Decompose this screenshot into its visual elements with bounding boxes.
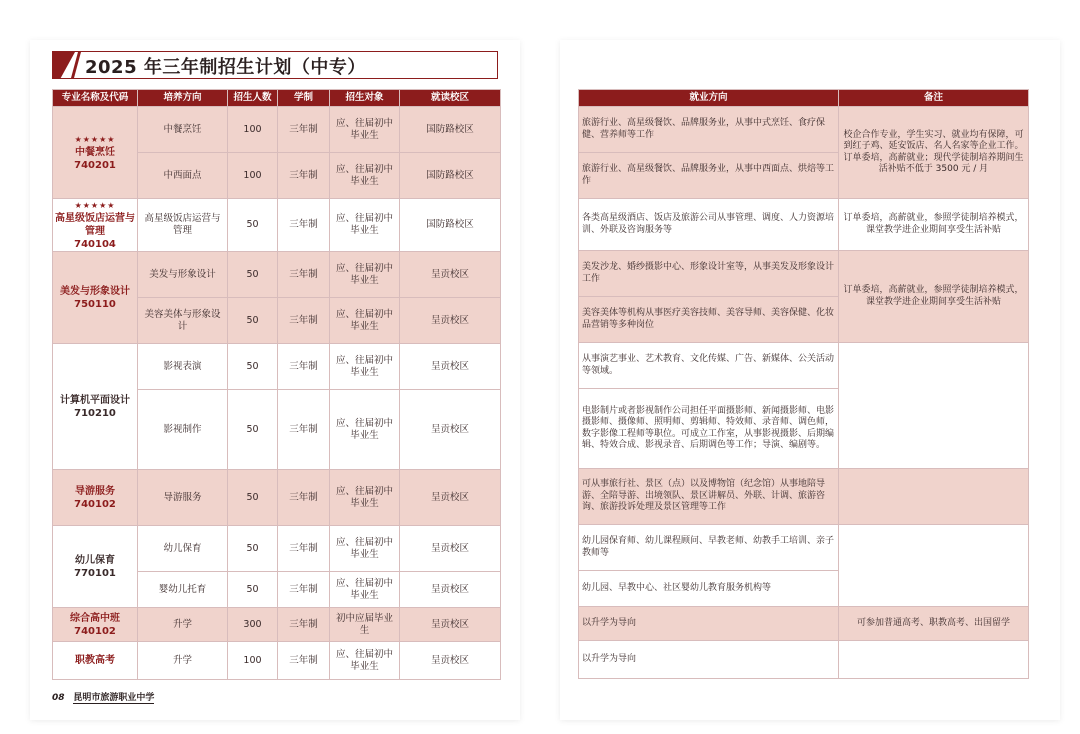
major-name: 幼儿保育 [75, 554, 115, 566]
page-title: 2025 年三年制招生计划（中专） [85, 57, 366, 78]
direction-cell: 影视制作 [138, 390, 228, 470]
employment-table [578, 89, 1029, 679]
target-cell: 应、往届初中毕业生 [330, 107, 400, 153]
table-row [579, 641, 1029, 679]
direction-cell: 美容美体与形象设计 [138, 298, 228, 344]
count-cell: 300 [228, 608, 278, 642]
note-cell: 订单委培，高薪就业，参照学徒制培养模式，课堂教学进企业期间享受生活补贴 [839, 199, 1029, 251]
years-cell: 三年制 [278, 298, 330, 344]
major-cell [53, 608, 138, 642]
campus-cell: 呈贡校区 [400, 470, 501, 526]
years-cell: 三年制 [278, 344, 330, 390]
major-code: 740201 [74, 160, 116, 171]
note-cell: 可参加普通高考、职教高考、出国留学 [839, 607, 1029, 641]
major-name: 美发与形象设计 [60, 285, 130, 297]
table-row [53, 642, 501, 680]
target-cell: 应、往届初中毕业生 [330, 153, 400, 199]
count-cell: 50 [228, 344, 278, 390]
campus-cell: 国防路校区 [400, 199, 501, 252]
campus-cell: 国防路校区 [400, 107, 501, 153]
major-name: 职教高考 [75, 655, 115, 666]
direction-cell: 高星级饭店运营与管理 [138, 199, 228, 252]
campus-cell: 呈贡校区 [400, 298, 501, 344]
header-target: 招生对象 [330, 90, 400, 107]
header-campus: 就读校区 [400, 90, 501, 107]
employment-cell: 美发沙龙、婚纱摄影中心、形象设计室等，从事美发及形象设计工作 [579, 251, 839, 297]
header-direction: 培养方向 [138, 90, 228, 107]
table-row [579, 343, 1029, 389]
direction-cell: 影视表演 [138, 344, 228, 390]
target-cell: 应、往届初中毕业生 [330, 526, 400, 572]
major-name: 计算机平面设计 [60, 394, 130, 406]
campus-cell: 呈贡校区 [400, 390, 501, 470]
count-cell: 50 [228, 199, 278, 252]
school-name: 昆明市旅游职业中学 [73, 693, 155, 703]
enrollment-plan-table [52, 89, 501, 680]
header-years: 学制 [278, 90, 330, 107]
target-cell: 应、往届初中毕业生 [330, 298, 400, 344]
major-code: 710210 [74, 407, 116, 419]
rating-stars-icon: ★★★★★ [74, 135, 116, 144]
employment-cell: 旅游行业、高星级餐饮、品牌服务业，从事中西面点、烘焙等工作 [579, 153, 839, 199]
direction-cell: 升学 [138, 608, 228, 642]
table-row [53, 470, 501, 526]
table-row [53, 526, 501, 572]
major-cell [53, 642, 138, 680]
employment-cell: 可从事旅行社、景区（点）以及博物馆（纪念馆）从事地陪导游、全陪导游、出境领队、景区讲解员、外联、计调、旅游咨询、旅游投诉处理及景区管理等工作 [579, 469, 839, 525]
years-cell: 三年制 [278, 608, 330, 642]
note-cell-empty [839, 343, 1029, 469]
major-name: 高星级饭店运营与管理 [55, 213, 135, 237]
years-cell: 三年制 [278, 153, 330, 199]
target-cell: 应、往届初中毕业生 [330, 572, 400, 608]
major-name: 导游服务 [75, 485, 115, 497]
direction-cell: 中餐烹饪 [138, 107, 228, 153]
major-cell [53, 344, 138, 470]
count-cell: 50 [228, 572, 278, 608]
major-name: 综合高中班 [70, 612, 120, 624]
target-cell: 应、往届初中毕业生 [330, 390, 400, 470]
note-cell-empty [839, 525, 1029, 607]
rating-stars-icon: ★★★★★ [74, 201, 116, 210]
major-cell [53, 470, 138, 526]
campus-cell: 呈贡校区 [400, 252, 501, 298]
target-cell: 初中应届毕业生 [330, 608, 400, 642]
direction-cell: 导游服务 [138, 470, 228, 526]
table-row [579, 607, 1029, 641]
header-count: 招生人数 [228, 90, 278, 107]
campus-cell: 国防路校区 [400, 153, 501, 199]
note-cell: 订单委培，高薪就业，参照学徒制培养模式，课堂教学进企业期间享受生活补贴 [839, 251, 1029, 343]
right-header-row [579, 90, 1029, 107]
table-row [579, 525, 1029, 571]
employment-cell: 幼儿园保育师、幼儿课程顾问、早教老师、幼教手工培训、亲子教师等 [579, 525, 839, 571]
direction-cell: 婴幼儿托育 [138, 572, 228, 608]
table-row [579, 199, 1029, 251]
major-name: 中餐烹饪 [75, 147, 115, 158]
major-code: 740102 [74, 625, 116, 637]
target-cell: 应、往届初中毕业生 [330, 344, 400, 390]
years-cell: 三年制 [278, 470, 330, 526]
note-cell-empty [839, 641, 1029, 679]
header-notes: 备注 [839, 90, 1029, 107]
table-row [53, 344, 501, 390]
count-cell: 100 [228, 107, 278, 153]
direction-cell: 美发与形象设计 [138, 252, 228, 298]
page-footer [52, 690, 154, 703]
years-cell: 三年制 [278, 252, 330, 298]
employment-cell: 各类高星级酒店、饭店及旅游公司从事管理、调度、人力资源培训、外联及咨询服务等 [579, 199, 839, 251]
major-cell [53, 107, 138, 199]
count-cell: 50 [228, 470, 278, 526]
page-number: 08 [52, 693, 65, 703]
years-cell: 三年制 [278, 572, 330, 608]
campus-cell: 呈贡校区 [400, 572, 501, 608]
count-cell: 50 [228, 298, 278, 344]
years-cell: 三年制 [278, 642, 330, 680]
table-row [579, 251, 1029, 297]
target-cell: 应、往届初中毕业生 [330, 642, 400, 680]
table-row [579, 107, 1029, 153]
employment-cell: 从事演艺事业、艺术教育、文化传媒、广告、新媒体、公关活动等领域。 [579, 343, 839, 389]
direction-cell: 中西面点 [138, 153, 228, 199]
table-row [53, 608, 501, 642]
header-employment: 就业方向 [579, 90, 839, 107]
major-code: 750110 [74, 298, 116, 310]
count-cell: 50 [228, 252, 278, 298]
major-code: 740104 [74, 239, 116, 250]
campus-cell: 呈贡校区 [400, 344, 501, 390]
table-row [579, 469, 1029, 525]
campus-cell: 呈贡校区 [400, 608, 501, 642]
banner-stripe-decoration [53, 52, 75, 78]
years-cell: 三年制 [278, 107, 330, 153]
count-cell: 50 [228, 390, 278, 470]
employment-cell: 美容美体等机构从事医疗美容技师、美容导师、美容保健、化妆品营销等多种岗位 [579, 297, 839, 343]
employment-cell: 以升学为导向 [579, 607, 839, 641]
campus-cell: 呈贡校区 [400, 642, 501, 680]
count-cell: 100 [228, 153, 278, 199]
major-code: 740102 [74, 498, 116, 510]
years-cell: 三年制 [278, 390, 330, 470]
header-major: 专业名称及代码 [53, 90, 138, 107]
employment-cell: 电影制片或者影视制作公司担任平面摄影师、新闻摄影师、电影摄影师、摄像师、照明师、剪辑师、特效师、录音师、调色师，数字影像工程师等职位。可成立工作室，从事影视摄影、后期编辑、特效合成、影视录音、后期调色等工作；导演、编剧等。 [579, 389, 839, 469]
note-cell-empty [839, 469, 1029, 525]
direction-cell: 幼儿保育 [138, 526, 228, 572]
major-cell [53, 252, 138, 344]
employment-cell: 旅游行业、高星级餐饮、品牌服务业，从事中式烹饪、食疗保健、营养师等工作 [579, 107, 839, 153]
major-cell [53, 526, 138, 608]
years-cell: 三年制 [278, 199, 330, 252]
table-row [53, 252, 501, 298]
table-row [53, 199, 501, 252]
target-cell: 应、往届初中毕业生 [330, 199, 400, 252]
table-row [53, 107, 501, 153]
target-cell: 应、往届初中毕业生 [330, 470, 400, 526]
count-cell: 100 [228, 642, 278, 680]
major-code: 770101 [74, 567, 116, 579]
title-banner [52, 51, 498, 79]
major-cell [53, 199, 138, 252]
target-cell: 应、往届初中毕业生 [330, 252, 400, 298]
employment-cell: 幼儿园、早教中心、社区婴幼儿教育服务机构等 [579, 571, 839, 607]
note-cell: 校企合作专业，学生实习、就业均有保障，可到红子鸡、延安饭店、名人名家等企业工作。订单委培，高薪就业；现代学徒制培养期间生活补贴不低于 3500 元 / 月 [839, 107, 1029, 199]
years-cell: 三年制 [278, 526, 330, 572]
employment-cell: 以升学为导向 [579, 641, 839, 679]
left-header-row [53, 90, 501, 107]
count-cell: 50 [228, 526, 278, 572]
campus-cell: 呈贡校区 [400, 526, 501, 572]
direction-cell: 升学 [138, 642, 228, 680]
